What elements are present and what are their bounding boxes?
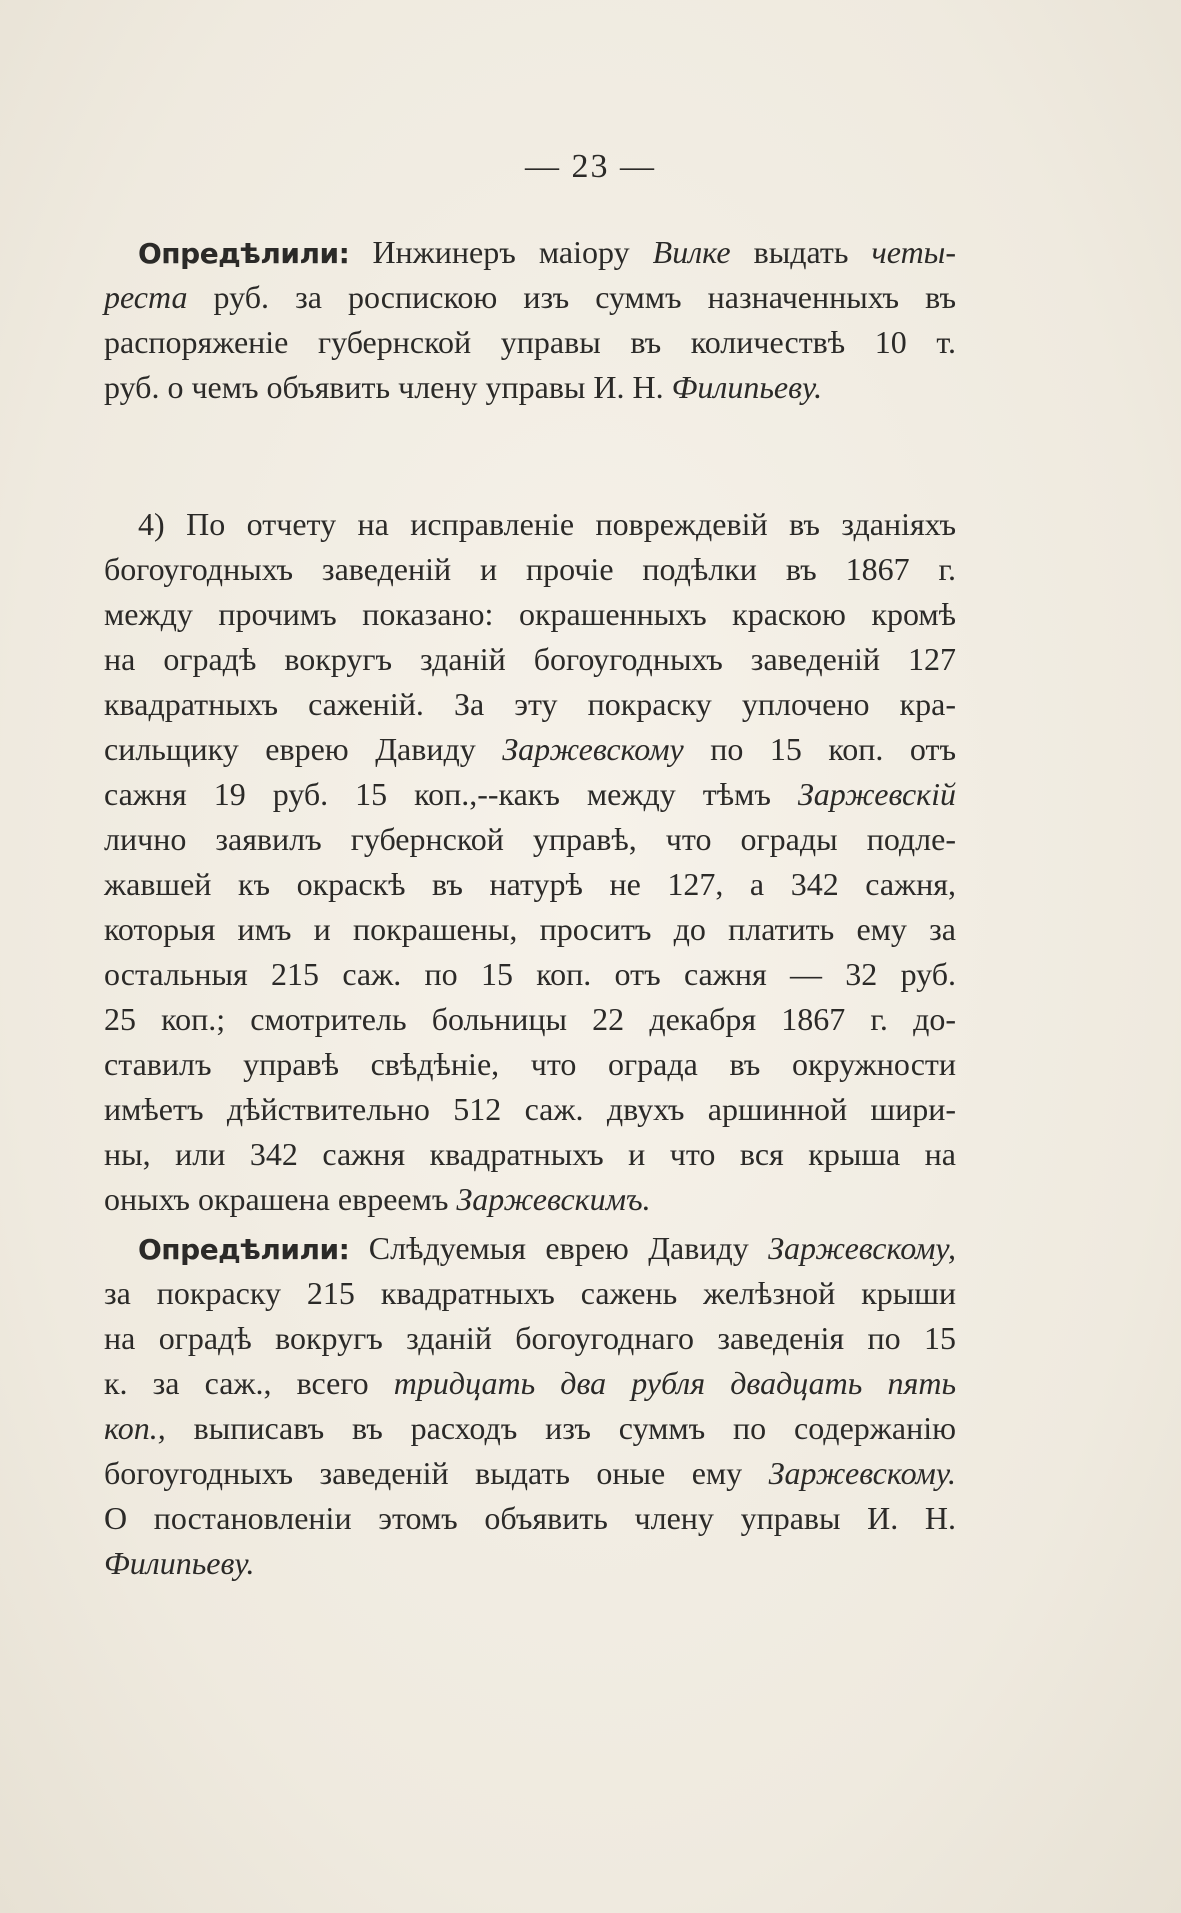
text-line <box>104 230 956 275</box>
text-line <box>104 1316 956 1361</box>
text-run: О постановленіи этомъ объявить члену управы И. Н. <box>104 1500 956 1536</box>
text-run: руб. за роспискою изъ суммъ назначенныхъ въ <box>187 279 956 315</box>
text-line <box>104 727 956 772</box>
text-line <box>104 637 956 682</box>
italic-text: Заржевскому, <box>768 1230 956 1266</box>
text-line <box>104 275 956 320</box>
text-line <box>104 997 956 1042</box>
heading-word: Опредѣлили: <box>138 1233 350 1266</box>
text-run: по 15 коп. отъ <box>683 731 957 767</box>
text-run: богоугодныхъ заведеній выдать оные ему <box>104 1455 769 1491</box>
text-run: Слѣдуемыя еврею Давиду <box>349 1230 769 1266</box>
text-line <box>104 1451 956 1496</box>
text-line <box>104 682 956 727</box>
italic-text: Заржевскимъ. <box>456 1181 651 1217</box>
text-run: распоряженіе губернской управы въ количествѣ 10 т. <box>104 324 956 360</box>
text-run: остальныя 215 саж. по 15 коп. отъ сажня — 32 руб. <box>104 956 956 992</box>
text-line <box>104 1087 956 1132</box>
text-run: на оградѣ вокругъ зданій богоугодныхъ заведеній 127 <box>104 641 956 677</box>
italic-text: тридцать два рубля двадцать пять <box>393 1365 956 1401</box>
text-run: ны, или 342 сажня квадратныхъ и что вся крыша на <box>104 1136 956 1172</box>
text-run: выписавъ въ расходъ изъ суммъ по содержанію <box>165 1410 956 1446</box>
italic-text: Филипьеву. <box>104 1545 255 1581</box>
text-run: имѣетъ дѣйствительно 512 саж. двухъ аршинной шири- <box>104 1091 956 1127</box>
italic-text: коп., <box>104 1410 166 1446</box>
text-run: на оградѣ вокругъ зданій богоугоднаго заведенія по 15 <box>104 1320 956 1356</box>
text-run: богоугодныхъ заведеній и прочіе подѣлки въ 1867 г. <box>104 551 956 587</box>
text-line <box>104 817 956 862</box>
text-run: ставилъ управѣ свѣдѣніе, что ограда въ окружности <box>104 1046 956 1082</box>
italic-text: Вилке <box>652 234 731 270</box>
text-line <box>104 1177 956 1222</box>
text-run: квадратныхъ саженій. За эту покраску уплочено кра- <box>104 686 956 722</box>
italic-text: четы- <box>871 234 956 270</box>
italic-text: Заржевскій <box>797 776 956 812</box>
paragraph-report-repairs <box>104 502 956 1222</box>
text-line <box>104 1271 956 1316</box>
text-line <box>104 1132 956 1177</box>
italic-text: Заржевскому <box>502 731 684 767</box>
text-line <box>104 1226 956 1271</box>
text-run: сильщику еврею Давиду <box>104 731 503 767</box>
text-line <box>104 592 956 637</box>
text-line <box>104 547 956 592</box>
text-run: Инжинеръ маіору <box>349 234 653 270</box>
italic-text: реста <box>104 279 188 315</box>
text-run: 25 коп.; смотритель больницы 22 декабря 1867 г. до- <box>104 1001 956 1037</box>
text-line <box>104 1496 956 1541</box>
paragraph-resolution-vilke <box>104 230 956 410</box>
text-run: 4) По отчету на исправленіе повреждевій въ зданіяхъ <box>138 506 956 542</box>
text-line <box>104 320 956 365</box>
text-line <box>104 952 956 997</box>
text-line <box>104 365 956 410</box>
text-line <box>104 1406 956 1451</box>
text-run: лично заявилъ губернской управѣ, что ограды подле- <box>104 821 956 857</box>
text-line <box>104 772 956 817</box>
text-line <box>104 907 956 952</box>
page-number: — 23 — <box>525 148 656 185</box>
text-run: выдать <box>730 234 872 270</box>
text-run: руб. о чемъ объявить члену управы И. Н. <box>104 369 672 405</box>
text-run: оныхъ окрашена евреемъ <box>104 1181 457 1217</box>
text-line <box>104 862 956 907</box>
text-run: между прочимъ показано: окрашенныхъ краскою кромѣ <box>104 596 956 632</box>
text-run: к. за саж., всего <box>104 1365 394 1401</box>
text-run: сажня 19 руб. 15 коп.,--какъ между тѣмъ <box>104 776 798 812</box>
text-line <box>104 1042 956 1087</box>
text-line <box>104 1361 956 1406</box>
text-line <box>104 502 956 547</box>
text-run: жавшей къ окраскѣ въ натурѣ не 127, а 342 сажня, <box>104 866 956 902</box>
heading-word: Опредѣлили: <box>138 237 350 270</box>
text-run: которыя имъ и покрашены, проситъ до платить ему за <box>104 911 956 947</box>
text-run: за покраску 215 квадратныхъ сажень желѣзной крыши <box>104 1275 956 1311</box>
italic-text: Заржевскому. <box>768 1455 956 1491</box>
italic-text: Филипьеву. <box>671 369 823 405</box>
paragraph-resolution-zarzhevsky <box>104 1226 956 1586</box>
text-line <box>104 1541 956 1586</box>
